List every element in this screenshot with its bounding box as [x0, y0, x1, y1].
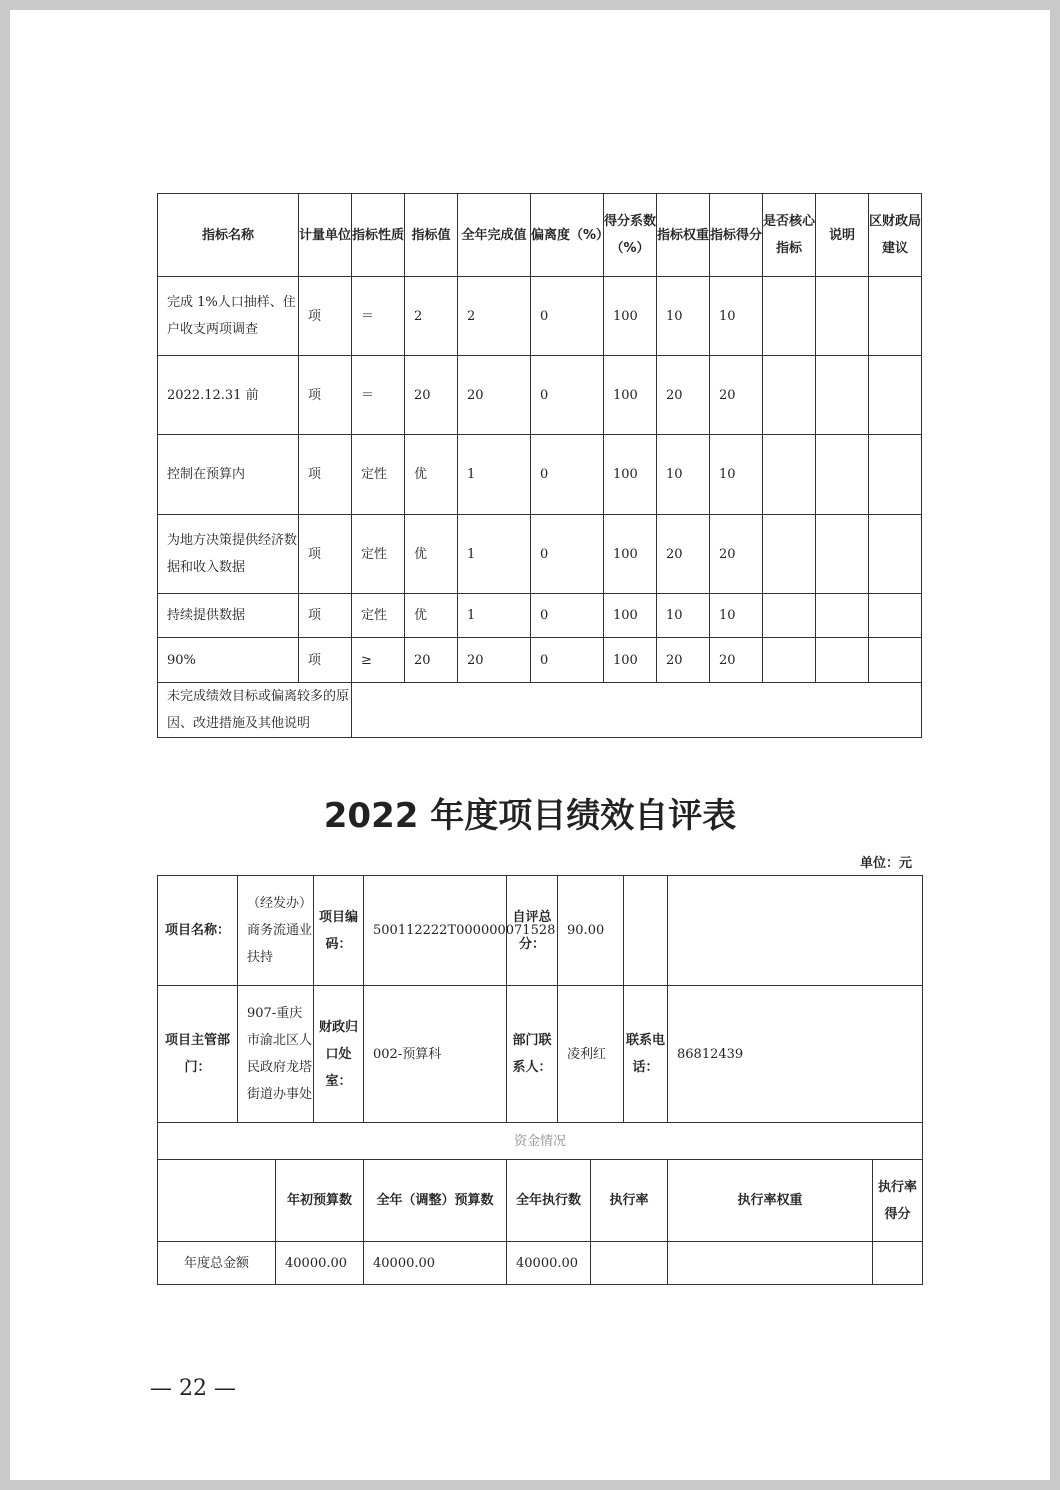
row-nature: ≥: [352, 638, 405, 683]
row-unit: 项: [299, 638, 352, 683]
row-nature: 定性: [352, 594, 405, 638]
row-note: [816, 594, 869, 638]
header-actual: 全年完成值: [458, 194, 531, 277]
row-value: 优: [405, 435, 458, 515]
self-score-label: 自评总分：: [507, 876, 558, 986]
funds-rate-weight: [668, 1242, 873, 1285]
header-name: 指标名称: [158, 194, 299, 277]
row-unit: 项: [299, 356, 352, 435]
row-advice: [869, 277, 922, 356]
header-score: 指标得分: [710, 194, 763, 277]
finance-office-label: 财政归口处室：: [314, 986, 364, 1123]
row-advice: [869, 515, 922, 594]
funds-adjusted: 40000.00: [364, 1242, 507, 1285]
row-advice: [869, 594, 922, 638]
row-unit: 项: [299, 594, 352, 638]
row-note: [816, 515, 869, 594]
row-core: [763, 435, 816, 515]
page-number: — 22 —: [150, 1376, 236, 1401]
row-deviation: 0: [531, 356, 604, 435]
row-coef: 100: [604, 515, 657, 594]
row-note: [816, 356, 869, 435]
row-value: 20: [405, 638, 458, 683]
row-deviation: 0: [531, 277, 604, 356]
dept-label: 项目主管部门：: [158, 986, 238, 1123]
header-deviation: 偏离度（%）: [531, 194, 604, 277]
row-deviation: 0: [531, 435, 604, 515]
dept: 907-重庆市渝北区人民政府龙塔街道办事处: [238, 986, 314, 1123]
funds-rate: [591, 1242, 668, 1285]
empty-cell: [624, 876, 668, 986]
row-score: 20: [710, 638, 763, 683]
row-score: 20: [710, 515, 763, 594]
page-title: 2022 年度项目绩效自评表: [323, 796, 737, 836]
header-coef: 得分系数（%）: [604, 194, 657, 277]
header-weight: 指标权重: [657, 194, 710, 277]
row-name: 为地方决策提供经济数据和收入数据: [158, 515, 299, 594]
project-code-label: 项目编码：: [314, 876, 364, 986]
row-actual: 20: [458, 638, 531, 683]
document-page: [10, 10, 1050, 1480]
row-unit: 项: [299, 515, 352, 594]
header-value: 指标值: [405, 194, 458, 277]
row-score: 10: [710, 435, 763, 515]
row-name: 2022.12.31 前: [158, 356, 299, 435]
row-note: [816, 638, 869, 683]
header-note: 说明: [816, 194, 869, 277]
row-score: 20: [710, 356, 763, 435]
empty-cell: [668, 876, 923, 986]
row-nature: ＝: [352, 277, 405, 356]
row-actual: 1: [458, 594, 531, 638]
row-deviation: 0: [531, 638, 604, 683]
unit-label: 单位：元: [859, 856, 912, 871]
row-actual: 20: [458, 356, 531, 435]
project-code: 500112222T000000071528: [364, 876, 507, 986]
table-row: [158, 356, 922, 435]
row-actual: 1: [458, 435, 531, 515]
row-weight: 20: [657, 356, 710, 435]
project-row-2: [158, 986, 923, 1123]
phone: 86812439: [668, 986, 923, 1123]
header-advice: 区财政局建议: [869, 194, 922, 277]
footer-row: [158, 683, 922, 738]
header-nature: 指标性质: [352, 194, 405, 277]
row-core: [763, 594, 816, 638]
row-note: [816, 435, 869, 515]
self-score: 90.00: [558, 876, 624, 986]
row-deviation: 0: [531, 515, 604, 594]
funds-initial-header: 年初预算数: [276, 1160, 364, 1242]
table-row: [158, 594, 922, 638]
funds-row: [158, 1242, 923, 1285]
funds-header: 资金情况: [158, 1123, 923, 1160]
row-weight: 10: [657, 277, 710, 356]
row-actual: 1: [458, 515, 531, 594]
funds-rate-weight-header: 执行率权重: [668, 1160, 873, 1242]
row-value: 优: [405, 594, 458, 638]
row-nature: 定性: [352, 435, 405, 515]
row-unit: 项: [299, 435, 352, 515]
project-name-label: 项目名称：: [158, 876, 238, 986]
row-note: [816, 277, 869, 356]
row-core: [763, 638, 816, 683]
contact-label: 部门联系人：: [507, 986, 558, 1123]
row-name: 90%: [158, 638, 299, 683]
indicator-table: [157, 193, 922, 738]
row-coef: 100: [604, 435, 657, 515]
empty-cell: [158, 1160, 276, 1242]
table-row: [158, 277, 922, 356]
phone-label: 联系电话：: [624, 986, 668, 1123]
row-coef: 100: [604, 638, 657, 683]
row-coef: 100: [604, 356, 657, 435]
row-core: [763, 356, 816, 435]
funds-row-label: 年度总金额: [158, 1242, 276, 1285]
contact: 凌利红: [558, 986, 624, 1123]
funds-col-header-row: [158, 1160, 923, 1242]
row-score: 10: [710, 277, 763, 356]
row-value: 20: [405, 356, 458, 435]
row-nature: ＝: [352, 356, 405, 435]
footer-content: [352, 683, 922, 738]
row-weight: 10: [657, 594, 710, 638]
row-coef: 100: [604, 594, 657, 638]
row-weight: 20: [657, 638, 710, 683]
row-weight: 20: [657, 515, 710, 594]
row-unit: 项: [299, 277, 352, 356]
row-advice: [869, 356, 922, 435]
funds-adjusted-header: 全年（调整）预算数: [364, 1160, 507, 1242]
project-row-1: [158, 876, 923, 986]
finance-office: 002-预算科: [364, 986, 507, 1123]
row-value: 优: [405, 515, 458, 594]
row-name: 完成 1%人口抽样、住户收支两项调查: [158, 277, 299, 356]
row-weight: 10: [657, 435, 710, 515]
project-table: [157, 875, 923, 1285]
table-row: [158, 638, 922, 683]
row-actual: 2: [458, 277, 531, 356]
row-score: 10: [710, 594, 763, 638]
row-advice: [869, 638, 922, 683]
row-nature: 定性: [352, 515, 405, 594]
row-core: [763, 515, 816, 594]
row-value: 2: [405, 277, 458, 356]
table-row: [158, 515, 922, 594]
row-name: 持续提供数据: [158, 594, 299, 638]
funds-initial: 40000.00: [276, 1242, 364, 1285]
project-name: （经发办）商务流通业扶持: [238, 876, 314, 986]
row-advice: [869, 435, 922, 515]
row-core: [763, 277, 816, 356]
footer-label: 未完成绩效目标或偏离较多的原因、改进措施及其他说明: [158, 683, 352, 738]
row-name: 控制在预算内: [158, 435, 299, 515]
funds-rate-score: [873, 1242, 923, 1285]
funds-rate-header: 执行率: [591, 1160, 668, 1242]
funds-executed-header: 全年执行数: [507, 1160, 591, 1242]
row-deviation: 0: [531, 594, 604, 638]
funds-executed: 40000.00: [507, 1242, 591, 1285]
header-unit: 计量单位: [299, 194, 352, 277]
funds-header-row: [158, 1123, 923, 1160]
row-coef: 100: [604, 277, 657, 356]
funds-rate-score-header: 执行率得分: [873, 1160, 923, 1242]
indicator-header-row: [158, 194, 922, 277]
header-core: 是否核心指标: [763, 194, 816, 277]
table-row: [158, 435, 922, 515]
